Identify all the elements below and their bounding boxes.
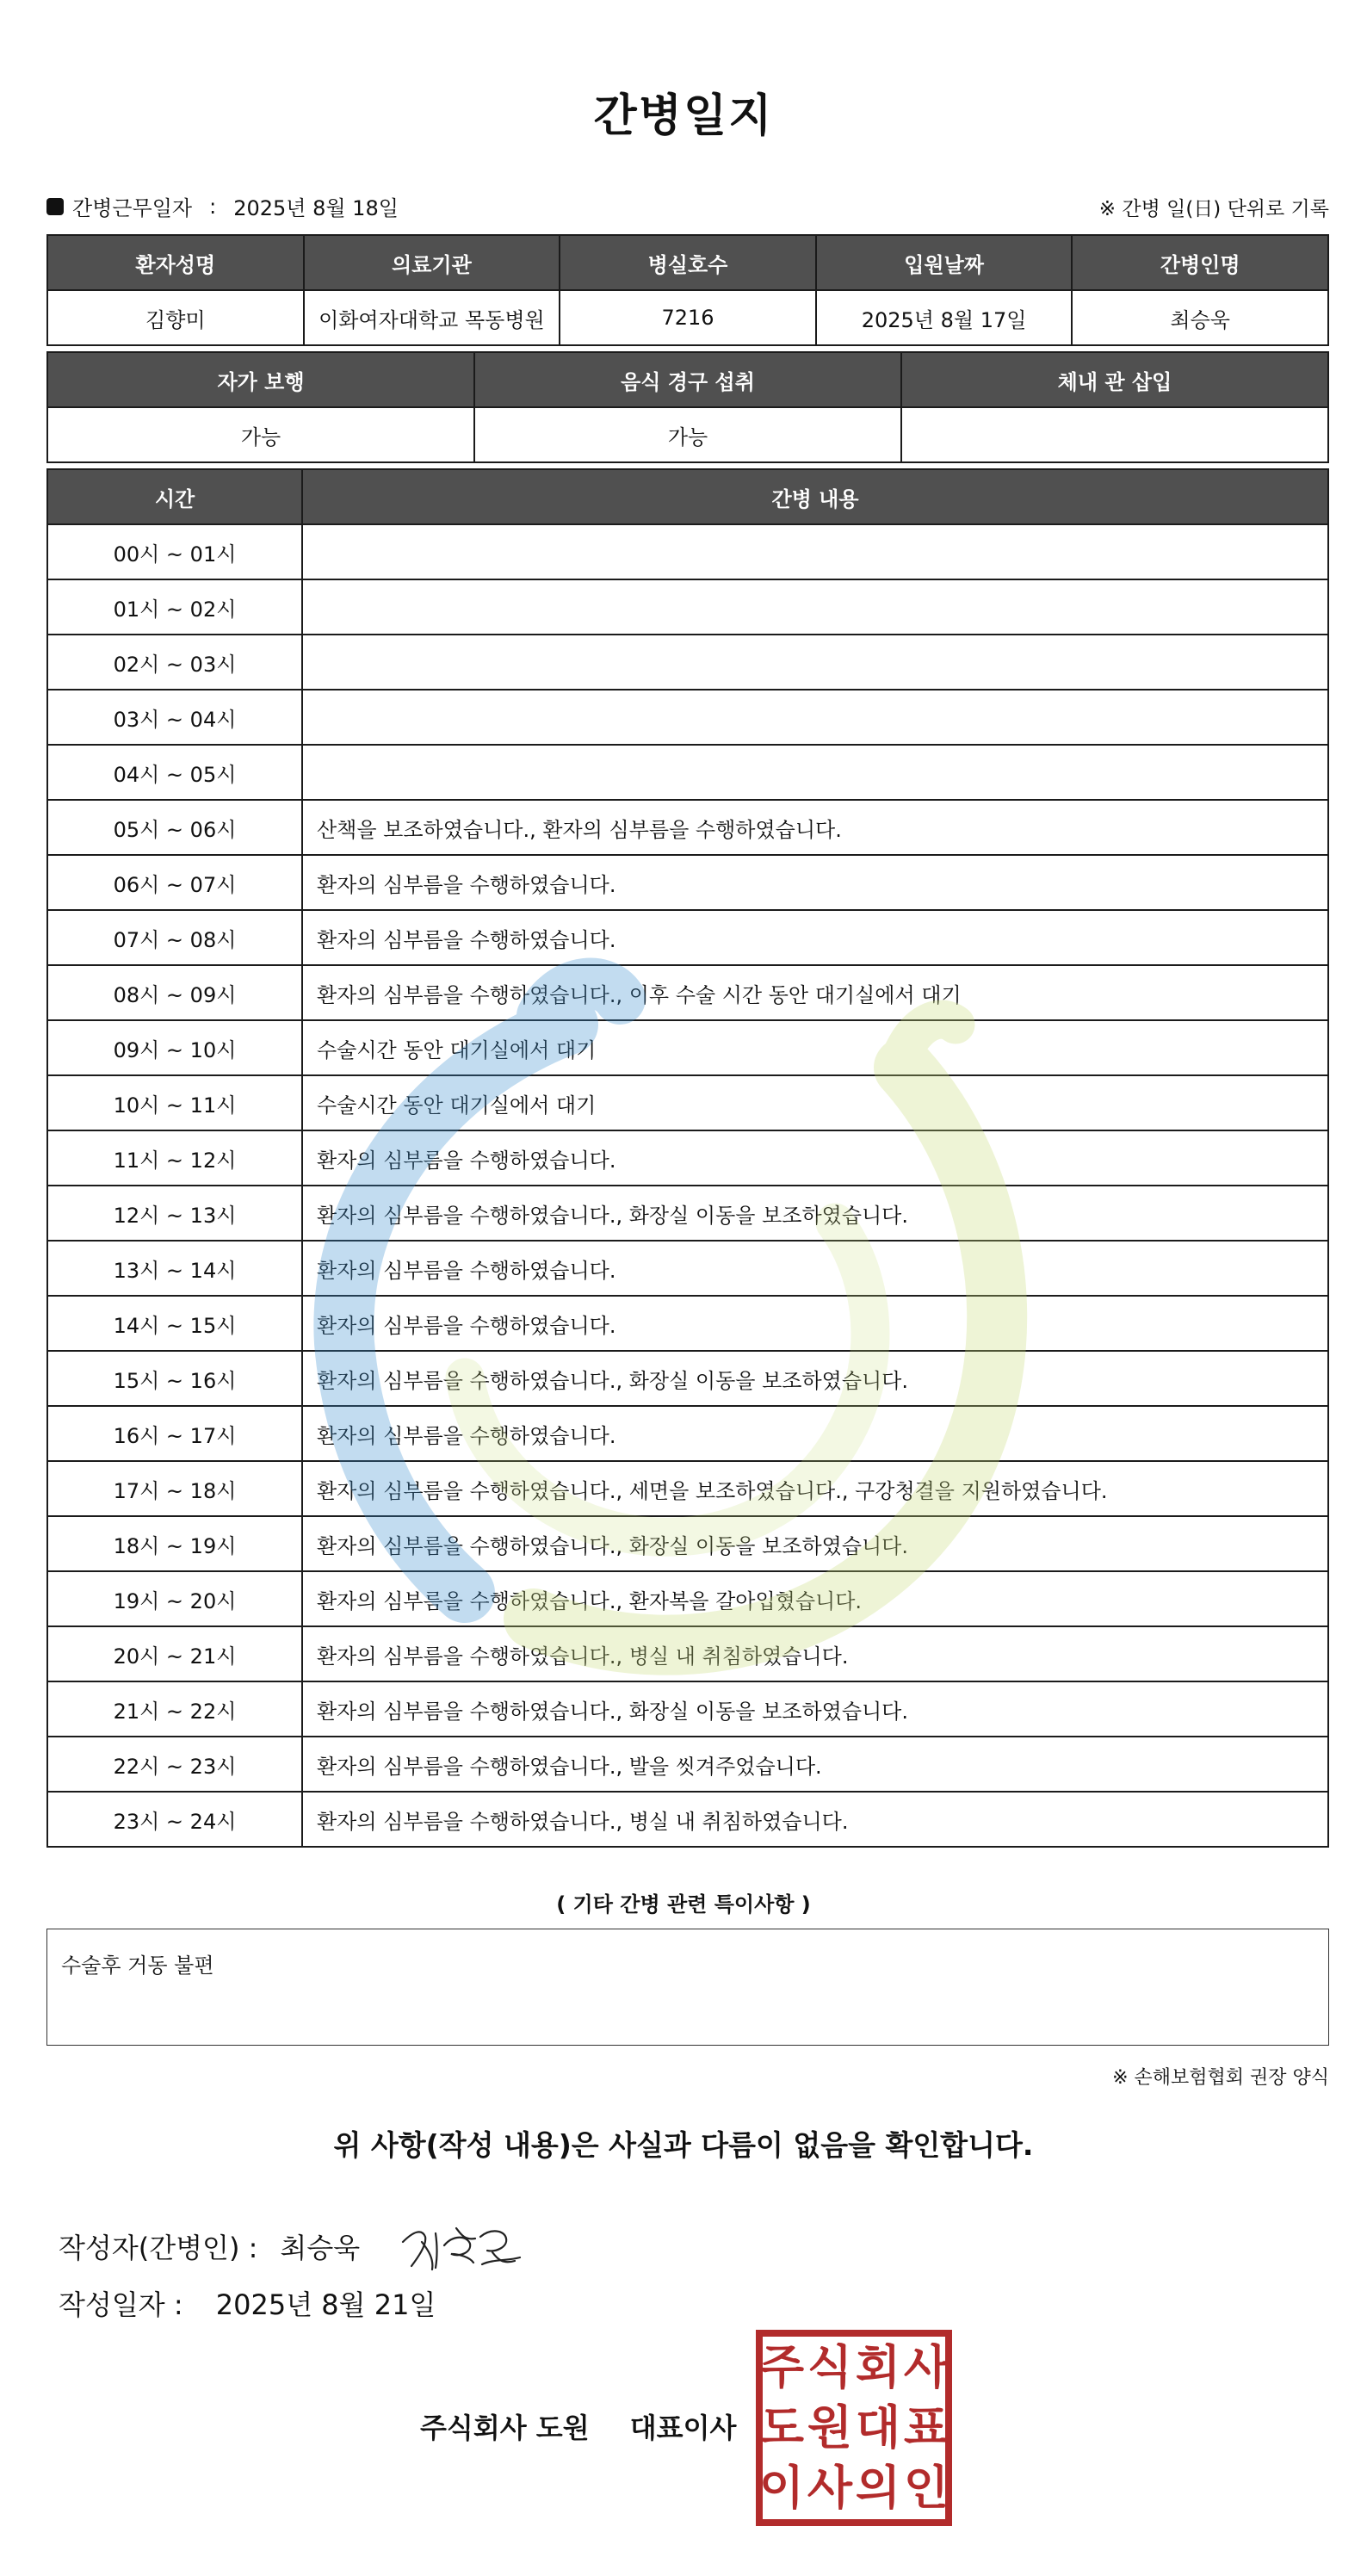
log-time-cell: 05시 ~ 06시 — [47, 800, 302, 855]
page-title: 간병일지 — [593, 90, 774, 142]
log-content-cell — [302, 690, 1328, 745]
log-header-time: 시간 — [47, 469, 302, 524]
log-row — [47, 1626, 1328, 1681]
log-time-cell: 09시 ~ 10시 — [47, 1020, 302, 1075]
log-time-cell: 06시 ~ 07시 — [47, 855, 302, 910]
log-row — [47, 910, 1328, 965]
log-content-cell — [302, 745, 1328, 800]
written-date-value: 2025년 8월 21일 — [215, 2288, 436, 2321]
seal-char: 식 — [807, 2340, 853, 2394]
unit-note: ※ 간병 일(日) 단위로 기록 — [1098, 198, 1329, 220]
patient-status-table — [46, 351, 1329, 463]
info-value-cell: 최승욱 — [1072, 290, 1328, 345]
log-row — [47, 690, 1328, 745]
log-time-cell: 01시 ~ 02시 — [47, 579, 302, 635]
log-time-cell: 10시 ~ 11시 — [47, 1075, 302, 1130]
log-time-cell: 07시 ~ 08시 — [47, 910, 302, 965]
duty-date-label: 간병근무일자 — [72, 196, 193, 220]
seal-char: 표 — [903, 2400, 949, 2455]
log-row — [47, 1792, 1328, 1847]
log-content-cell — [302, 635, 1328, 690]
seal-char: 사 — [903, 2340, 949, 2394]
status-header-cell: 체내 관 삽입 — [901, 352, 1328, 407]
log-time-cell: 11시 ~ 12시 — [47, 1130, 302, 1186]
log-content-cell: 환자의 심부름을 수행하였습니다., 발을 씻겨주었습니다. — [302, 1737, 1328, 1792]
care-log-table — [46, 468, 1329, 1848]
log-content-cell: 환자의 심부름을 수행하였습니다., 화장실 이동을 보조하였습니다. — [302, 1516, 1328, 1571]
log-time-cell: 21시 ~ 22시 — [47, 1681, 302, 1737]
log-row — [47, 579, 1328, 635]
confirmation-statement: 위 사항(작성 내용)은 사실과 다름이 없음을 확인합니다. — [333, 2128, 1034, 2162]
log-row — [47, 1681, 1328, 1737]
company-name: 주식회사 도원 — [420, 2412, 590, 2444]
log-row — [47, 1571, 1328, 1626]
seal-char: 도 — [758, 2400, 805, 2455]
log-time-cell: 14시 ~ 15시 — [47, 1296, 302, 1351]
company-signoff — [420, 2406, 736, 2446]
seal-char: 회 — [855, 2340, 901, 2394]
log-time-cell: 00시 ~ 01시 — [47, 524, 302, 579]
log-content-cell: 산책을 보조하였습니다., 환자의 심부름을 수행하였습니다. — [302, 800, 1328, 855]
seal-char: 주 — [758, 2340, 805, 2394]
log-time-cell: 17시 ~ 18시 — [47, 1461, 302, 1516]
log-content-cell: 환자의 심부름을 수행하였습니다., 병실 내 취침하였습니다. — [302, 1626, 1328, 1681]
log-row — [47, 1075, 1328, 1130]
company-rep-title: 대표이사 — [629, 2412, 737, 2444]
log-time-cell: 22시 ~ 23시 — [47, 1737, 302, 1792]
info-value-cell: 2025년 8월 17일 — [816, 290, 1073, 345]
info-value-cell: 김향미 — [47, 290, 304, 345]
log-row — [47, 635, 1328, 690]
seal-char: 대 — [855, 2400, 901, 2455]
log-content-cell: 수술시간 동안 대기실에서 대기 — [302, 1075, 1328, 1130]
log-row — [47, 965, 1328, 1020]
log-time-cell: 18시 ~ 19시 — [47, 1516, 302, 1571]
log-time-cell: 19시 ~ 20시 — [47, 1571, 302, 1626]
log-row — [47, 800, 1328, 855]
info-header-cell: 환자성명 — [47, 235, 304, 290]
bullet-icon — [46, 198, 64, 215]
duty-date-value: 2025년 8월 18일 — [233, 196, 399, 220]
writer-row — [59, 2216, 525, 2276]
special-notes-heading: ( 기타 간병 관련 특이사항 ) — [556, 1892, 811, 1917]
company-seal — [756, 2330, 952, 2526]
written-date-label: 작성일자 : — [59, 2288, 183, 2321]
log-content-cell: 환자의 심부름을 수행하였습니다. — [302, 910, 1328, 965]
seal-char: 의 — [855, 2461, 901, 2515]
written-date-row — [59, 2283, 436, 2323]
duty-date — [46, 191, 399, 221]
log-row — [47, 1406, 1328, 1461]
special-notes-box — [46, 1929, 1329, 2046]
log-content-cell — [302, 524, 1328, 579]
log-time-cell: 23시 ~ 24시 — [47, 1792, 302, 1847]
log-content-cell: 수술시간 동안 대기실에서 대기 — [302, 1020, 1328, 1075]
log-content-cell: 환자의 심부름을 수행하였습니다. — [302, 1406, 1328, 1461]
log-time-cell: 20시 ~ 21시 — [47, 1626, 302, 1681]
log-row — [47, 1130, 1328, 1186]
log-row — [47, 745, 1328, 800]
log-content-cell — [302, 579, 1328, 635]
log-content-cell: 환자의 심부름을 수행하였습니다. — [302, 1241, 1328, 1296]
log-row — [47, 1351, 1328, 1406]
log-row — [47, 1241, 1328, 1296]
log-time-cell: 02시 ~ 03시 — [47, 635, 302, 690]
recommend-note: ※ 손해보험협회 권장 양식 — [1112, 2067, 1329, 2089]
log-content-cell: 환자의 심부름을 수행하였습니다., 병실 내 취침하였습니다. — [302, 1792, 1328, 1847]
info-value-cell: 7216 — [560, 290, 816, 345]
log-content-cell: 환자의 심부름을 수행하였습니다., 환자복을 갈아입혔습니다. — [302, 1571, 1328, 1626]
log-time-cell: 08시 ~ 09시 — [47, 965, 302, 1020]
status-header-cell: 자가 보행 — [47, 352, 474, 407]
info-header-cell: 병실호수 — [560, 235, 816, 290]
log-time-cell: 12시 ~ 13시 — [47, 1186, 302, 1241]
log-row — [47, 855, 1328, 910]
log-row — [47, 524, 1328, 579]
meta-row — [46, 191, 1329, 222]
log-row — [47, 1461, 1328, 1516]
log-content-cell: 환자의 심부름을 수행하였습니다., 세면을 보조하였습니다., 구강청결을 지원하였습니다. — [302, 1461, 1328, 1516]
signature-image — [396, 2216, 525, 2276]
duty-date-separator: : — [209, 194, 217, 219]
status-value-cell: 가능 — [474, 407, 901, 462]
log-row — [47, 1020, 1328, 1075]
log-time-cell: 16시 ~ 17시 — [47, 1406, 302, 1461]
log-time-cell: 13시 ~ 14시 — [47, 1241, 302, 1296]
log-row — [47, 1516, 1328, 1571]
log-content-cell: 환자의 심부름을 수행하였습니다., 화장실 이동을 보조하였습니다. — [302, 1681, 1328, 1737]
log-content-cell: 환자의 심부름을 수행하였습니다., 화장실 이동을 보조하였습니다. — [302, 1186, 1328, 1241]
log-header-content: 간병 내용 — [302, 469, 1328, 524]
status-header-cell: 음식 경구 섭취 — [474, 352, 901, 407]
seal-char: 이 — [758, 2461, 805, 2515]
log-time-cell: 15시 ~ 16시 — [47, 1351, 302, 1406]
seal-char: 원 — [807, 2400, 853, 2455]
status-value-cell: 가능 — [47, 407, 474, 462]
log-content-cell: 환자의 심부름을 수행하였습니다., 이후 수술 시간 동안 대기실에서 대기 — [302, 965, 1328, 1020]
writer-name: 최승욱 — [280, 2232, 361, 2264]
log-content-cell: 환자의 심부름을 수행하였습니다. — [302, 1296, 1328, 1351]
log-time-cell: 03시 ~ 04시 — [47, 690, 302, 745]
special-notes-text: 수술후 거동 불편 — [61, 1954, 214, 1978]
log-time-cell: 04시 ~ 05시 — [47, 745, 302, 800]
seal-char: 사 — [807, 2461, 853, 2515]
seal-characters — [759, 2340, 949, 2515]
log-row — [47, 1296, 1328, 1351]
log-content-cell: 환자의 심부름을 수행하였습니다. — [302, 1130, 1328, 1186]
info-header-cell: 간병인명 — [1072, 235, 1328, 290]
writer-label: 작성자(간병인) : — [59, 2232, 258, 2264]
log-row — [47, 1737, 1328, 1792]
seal-char: 인 — [903, 2461, 949, 2515]
status-value-cell — [901, 407, 1328, 462]
info-header-cell: 의료기관 — [304, 235, 560, 290]
patient-info-table — [46, 234, 1329, 346]
info-header-cell: 입원날짜 — [816, 235, 1073, 290]
log-row — [47, 1186, 1328, 1241]
info-value-cell: 이화여자대학교 목동병원 — [304, 290, 560, 345]
log-content-cell: 환자의 심부름을 수행하였습니다. — [302, 855, 1328, 910]
log-content-cell: 환자의 심부름을 수행하였습니다., 화장실 이동을 보조하였습니다. — [302, 1351, 1328, 1406]
